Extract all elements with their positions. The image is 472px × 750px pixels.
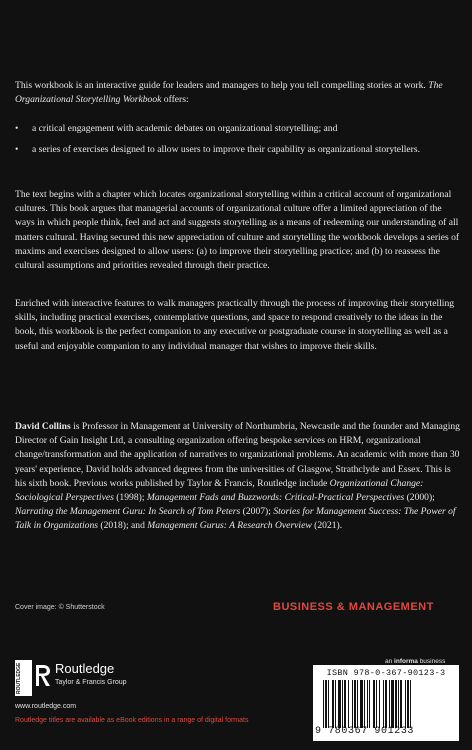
description-paragraph xyxy=(15,188,460,273)
routledge-r-icon xyxy=(34,662,52,688)
list-item xyxy=(15,143,460,157)
author-bio xyxy=(15,420,460,534)
previous-work-title: Management Fads and Buzzwords: Critical-Practical Perspectives xyxy=(146,492,405,504)
informa-suffix: business xyxy=(417,658,446,665)
informa-business-tag xyxy=(385,658,445,665)
previous-work-title: Narrating the Management Guru: In Search of Tom Peters xyxy=(15,506,241,518)
publisher-name: Routledge xyxy=(55,661,115,676)
previous-work-title: Stories for Management Success: The Power of Talk in Organizations xyxy=(15,506,456,532)
isbn-label: ISBN 978-0-367-90123-3 xyxy=(326,668,446,678)
bullet-icon: • xyxy=(15,123,19,134)
publisher-website: www.routledge.com xyxy=(15,703,77,710)
publisher-emblem xyxy=(15,660,32,696)
publisher-logo xyxy=(15,660,175,700)
bullet-icon: • xyxy=(15,144,19,156)
paragraph-text: Enriched with interactive features to walk managers practically through the process of improving their storytelling skills, including practical exercises, contemplative questions, and space to respond creatively to the ideas in the book, this workbook is the perfect companion to any executive or postgraduate course in storytelling as well as a useful and enjoyable companion to any individual manager that wishes to improve their skills. xyxy=(15,298,455,352)
intro-text-end: offers: xyxy=(161,94,189,106)
isbn-barcode xyxy=(313,665,459,741)
paragraph-text: The text begins with a chapter which locates organizational storytelling within a critical account of organizational cultures. This book argues that managerial accounts of organizational culture offer a limited appreciation of the ways in which people think, feel and act and suggests storytelling as a means of redeeming our understanding of all matters cultural. Having secured this new appreciation of culture and storytelling the workbook develops a series of maxims and exercises designed to allow users: (a) to improve their storytelling practice; and (b) to reassess the cultural assumptions and priorities revealed through their practice. xyxy=(15,189,460,272)
previous-work-title: Management Gurus: A Research Overview xyxy=(147,520,312,532)
description-paragraph xyxy=(15,297,460,354)
subject-category: BUSINESS & MANAGEMENT xyxy=(273,601,434,613)
previous-work-title: Organizational Change: Sociological Perspectives xyxy=(15,477,424,504)
publisher-group: Taylor & Francis Group xyxy=(55,679,127,686)
intro-text-start: This workbook is an interactive guide for leaders and managers to help you tell compelling stories at work. xyxy=(15,80,429,91)
barcode-digits: 9 780367 901233 xyxy=(315,726,415,737)
previous-work-year: (2000); xyxy=(404,492,435,504)
publisher-emblem-text: ROUTLEDGE xyxy=(16,662,22,694)
list-item xyxy=(15,122,460,136)
bullet-text: a critical engagement with academic debates on organizational storytelling; and xyxy=(32,123,338,134)
previous-work-year: (1998); xyxy=(113,492,147,504)
previous-work-year: (2021). xyxy=(311,520,343,532)
previous-work-year: (2018); and xyxy=(97,520,148,532)
bullet-list xyxy=(15,122,460,164)
ebook-note: Routledge titles are available as eBook editions in a range of digital formats xyxy=(15,717,249,724)
intro-paragraph xyxy=(15,79,460,107)
previous-work-year: (2007); xyxy=(240,506,274,518)
barcode-bars-icon xyxy=(323,680,455,730)
cover-image-credit: Cover image: © Shutterstock xyxy=(15,604,105,611)
informa-name: informa xyxy=(394,658,418,665)
author-bio-text: is Professor in Management at University of Northumbria, Newcastle and the founder and Managing Director of Gain Insight Ltd, a consulting organization offering bespoke services on HRM, organizational change/transformation and the application of narratives to organizational problems. An academic with more than 30 years' experience, David holds advanced degrees from the universities of Glasgow, Strathclyde and Essex. This is his sixth book. Previous works published by Taylor & Francis, Routledge include xyxy=(15,421,460,489)
bullet-text: a series of exercises designed to allow users to improve their capability as organizational storytellers. xyxy=(32,144,420,156)
informa-prefix: an xyxy=(385,658,395,665)
book-title: The Organizational Storytelling Workbook xyxy=(15,80,443,106)
author-name: David Collins xyxy=(15,421,71,432)
